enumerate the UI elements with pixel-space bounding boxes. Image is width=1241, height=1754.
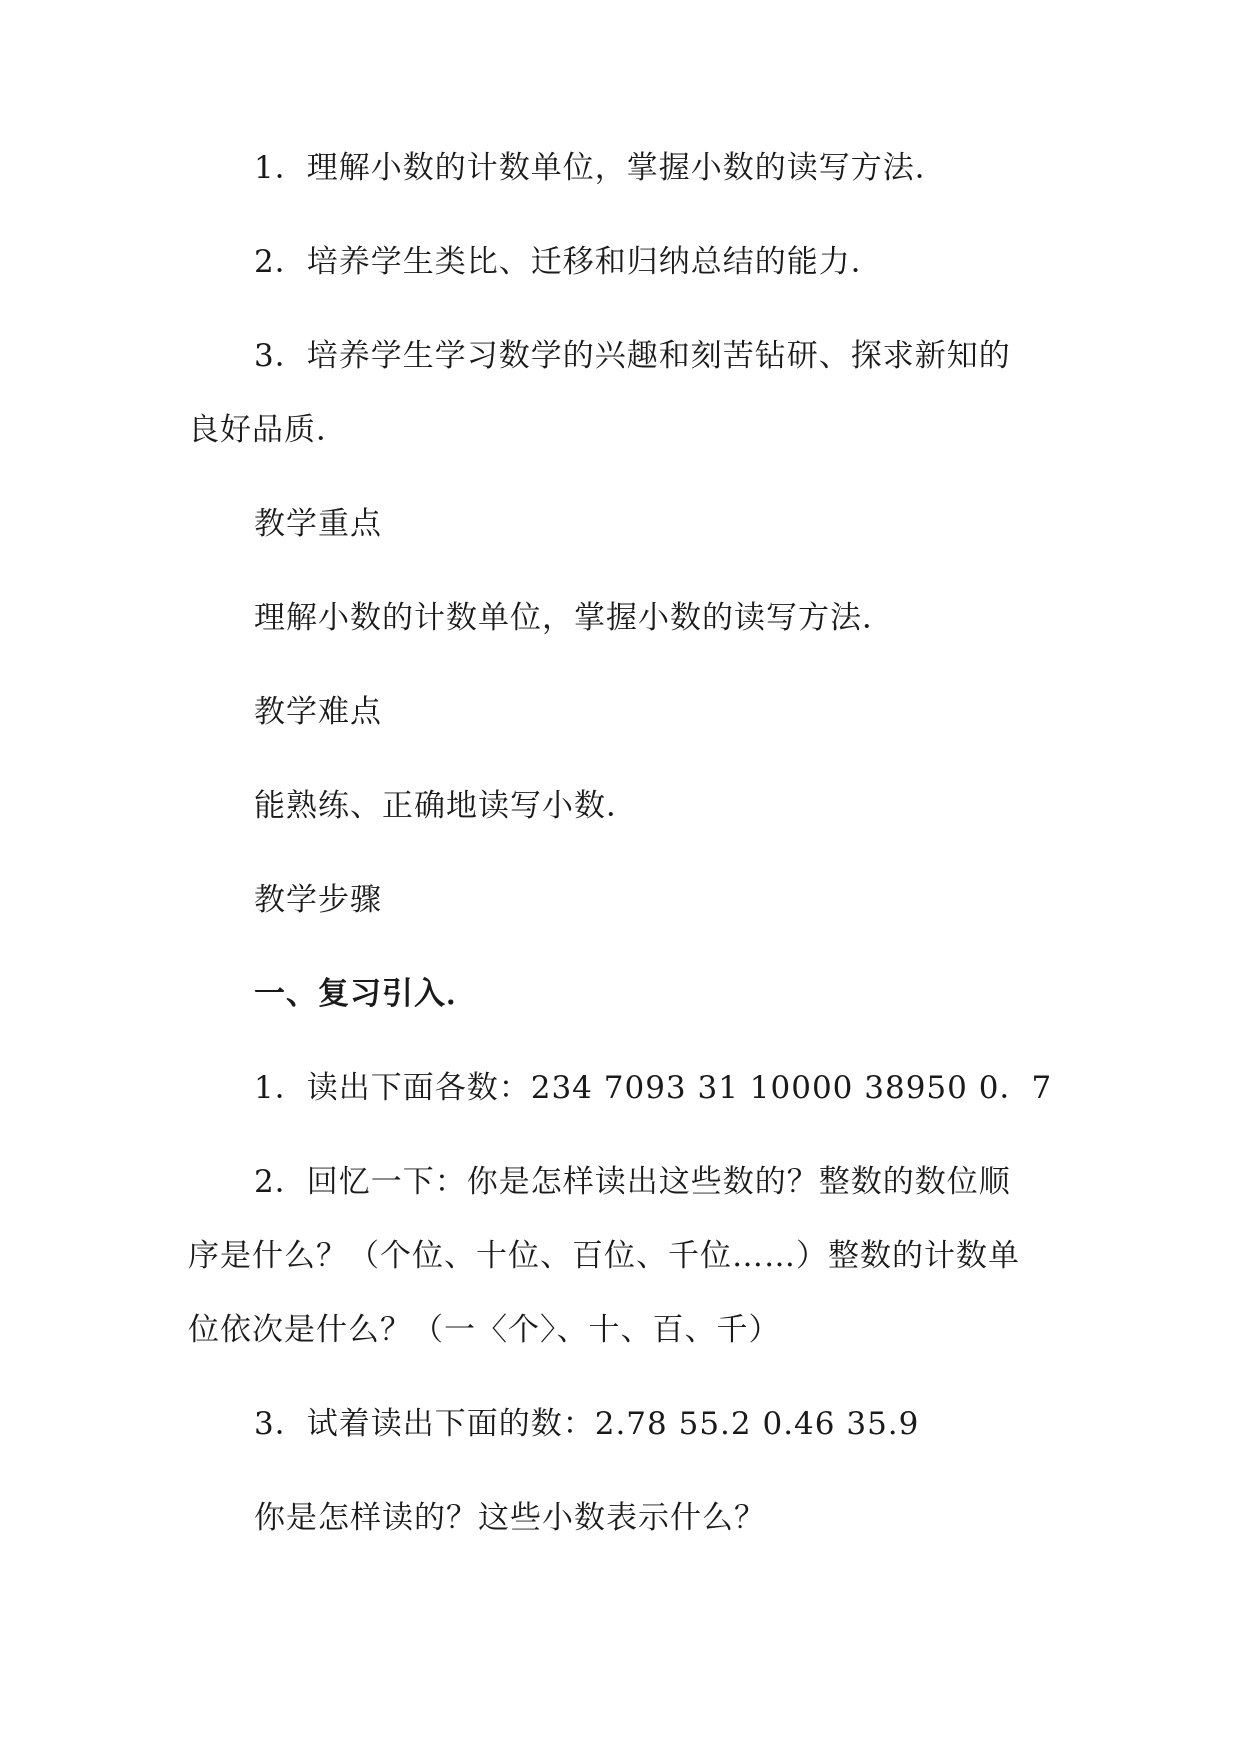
difficulty-text: 能熟练、正确地读写小数． [254, 788, 638, 824]
objective-2: 2．培养学生类比、迁移和归纳总结的能力． [254, 244, 883, 280]
closing-question: 你是怎样读的？这些小数表示什么？ [254, 1500, 766, 1536]
key-point-text: 理解小数的计数单位，掌握小数的读写方法． [254, 600, 894, 636]
review-item-2-line3: 位依次是什么？（一〈个〉、十、百、千） [188, 1312, 781, 1348]
objective-1: 1．理解小数的计数单位，掌握小数的读写方法． [254, 150, 947, 186]
difficulty-heading: 教学难点 [254, 694, 382, 730]
steps-heading: 教学步骤 [254, 882, 382, 918]
review-item-3: 3．试着读出下面的数：2.78 55.2 0.46 35.9 [254, 1406, 920, 1442]
review-item-1: 1．读出下面各数：234 7093 31 10000 38950 0．7 [254, 1070, 1053, 1106]
review-item-2-line1: 2．回忆一下：你是怎样读出这些数的？整数的数位顺 [254, 1164, 1011, 1200]
review-item-2-line2: 序是什么？（个位、十位、百位、千位……）整数的计数单 [188, 1238, 1020, 1274]
section-1-heading: 一、复习引入． [254, 976, 478, 1012]
key-point-heading: 教学重点 [254, 506, 382, 542]
objective-3-line2: 良好品质． [188, 412, 348, 448]
objective-3-line1: 3．培养学生学习数学的兴趣和刻苦钻研、探求新知的 [254, 338, 1011, 374]
